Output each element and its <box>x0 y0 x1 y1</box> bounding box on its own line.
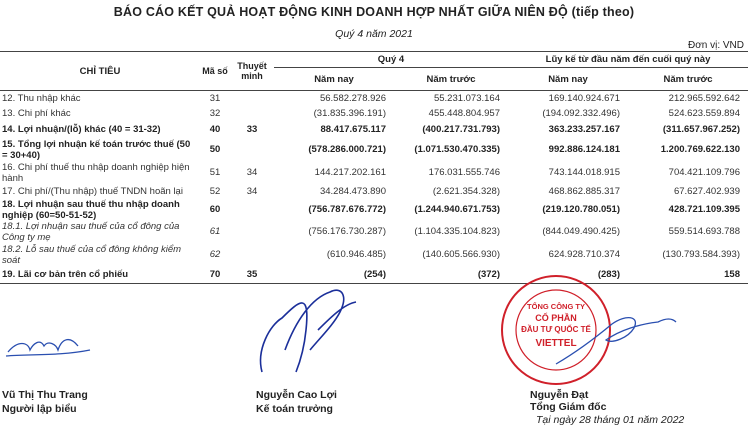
row-cumulative-previous: 67.627.402.939 <box>673 185 740 197</box>
row-note <box>230 106 274 121</box>
row-quarter-current: (610.946.485) <box>326 249 386 260</box>
table-row <box>0 267 748 284</box>
row-quarter-current: (578.286.000.721) <box>308 144 386 155</box>
report-title: BÁO CÁO KẾT QUẢ HOẠT ĐỘNG KINH DOANH HỢP NHẤT GIỮA NIÊN ĐỘ (tiếp theo) <box>113 5 635 19</box>
table-row <box>0 138 748 162</box>
row-note <box>230 243 274 267</box>
header-c-nam-truoc: Năm trước <box>628 68 748 91</box>
stamp-line-3: ĐẦU TƯ QUỐC TẾ <box>521 325 591 334</box>
row-cumulative-current: 624.928.710.374 <box>548 249 620 260</box>
row-label: 13. Chi phí khác <box>2 107 71 119</box>
row-cumulative-previous: 1.200.769.622.130 <box>660 144 740 155</box>
row-note: 33 <box>246 123 258 135</box>
row-quarter-previous: (400.217.731.793) <box>422 123 500 135</box>
row-code: 61 <box>209 226 221 237</box>
row-cumulative-previous: (130.793.584.393) <box>662 249 740 260</box>
row-cumulative-current: 992.886.124.181 <box>548 144 620 155</box>
row-label: 19. Lãi cơ bản trên cổ phiếu <box>0 267 200 284</box>
stamp-line-4: VIETTEL <box>535 338 577 349</box>
ceo-name: Nguyễn Đạt <box>530 389 589 401</box>
row-quarter-previous: (1.244.940.671.753) <box>414 204 500 215</box>
ceo-role: Tổng Giám đốc <box>530 401 607 413</box>
row-cumulative-previous: 428.721.109.395 <box>668 204 740 215</box>
row-quarter-previous: (372) <box>394 267 508 284</box>
row-code: 62 <box>209 249 221 260</box>
table-row <box>0 199 748 221</box>
row-label: 14. Lợi nhuận/(lỗ) khác (40 = 31-32) <box>2 123 161 135</box>
row-cumulative-current: (194.092.332.496) <box>542 107 620 119</box>
table-row <box>0 221 748 243</box>
row-quarter-previous: 455.448.804.957 <box>428 107 500 119</box>
row-quarter-current: (756.787.676.772) <box>308 204 386 215</box>
row-label: 18.1. Lợi nhuận sau thuế của cổ đông của Công ty mẹ <box>2 220 180 243</box>
row-cumulative-previous: 158 <box>628 267 748 284</box>
header-thuyet-minh: Thuyết minh <box>230 52 274 91</box>
row-code: 60 <box>209 204 221 215</box>
row-cumulative-previous: 704.421.109.796 <box>668 167 740 178</box>
row-cumulative-current: 363.233.257.167 <box>548 123 620 135</box>
preparer-name: Vũ Thị Thu Trang <box>2 389 88 401</box>
stamp-line-2: CỔ PHẦN <box>535 313 577 323</box>
table-row <box>0 91 748 106</box>
row-cumulative-current: (219.120.780.051) <box>542 204 620 215</box>
header-ma-so: Mã số <box>200 52 230 91</box>
row-note: 34 <box>246 167 258 178</box>
table-row <box>0 243 748 267</box>
row-quarter-current: (254) <box>274 267 394 284</box>
header-c-nam-nay: Năm nay <box>508 68 628 91</box>
header-quy4: Quý 4 <box>274 52 508 68</box>
row-cumulative-current: (844.049.490.425) <box>542 226 620 237</box>
header-q-nam-truoc: Năm trước <box>394 68 508 91</box>
report-period: Quý 4 năm 2021 <box>335 28 413 40</box>
chief-accountant-name: Nguyễn Cao Lợi <box>256 389 337 401</box>
header-luy-ke: Lũy kế từ đầu năm đến cuối quý này <box>508 52 748 68</box>
row-quarter-previous: (140.605.566.930) <box>422 249 500 260</box>
row-quarter-previous: 55.231.073.164 <box>433 92 500 104</box>
row-label: 17. Chi phí/(Thu nhập) thuế TNDN hoãn lại <box>2 185 183 197</box>
row-note <box>230 91 274 106</box>
row-label: 16. Chi phí thuế thu nhập doanh nghiệp hiện hành <box>2 161 190 184</box>
row-cumulative-previous: 212.965.592.642 <box>668 92 740 104</box>
chief-accountant-role: Kế toán trưởng <box>256 403 333 415</box>
table-row <box>0 121 748 138</box>
table-row <box>0 162 748 184</box>
table-row <box>0 184 748 199</box>
row-note <box>230 138 274 162</box>
row-code: 52 <box>209 185 221 197</box>
row-quarter-previous: 176.031.555.746 <box>428 167 500 178</box>
row-label: 15. Tổng lợi nhuận kế toán trước thuế (50 = 30+40) <box>2 138 191 161</box>
signature-scribble-1 <box>6 340 90 356</box>
header-q-nam-nay: Năm nay <box>274 68 394 91</box>
row-note <box>230 221 274 243</box>
row-cumulative-current: 743.144.018.915 <box>548 167 620 178</box>
table-row <box>0 106 748 121</box>
row-code: 70 <box>200 267 230 284</box>
row-code: 51 <box>209 167 221 178</box>
row-code: 50 <box>209 144 221 155</box>
row-label: 12. Thu nhập khác <box>2 92 81 104</box>
preparer-role: Người lập biểu <box>2 403 77 415</box>
row-quarter-current: 34.284.473.890 <box>319 185 386 197</box>
row-code: 40 <box>209 123 221 135</box>
income-statement-table <box>0 51 748 284</box>
row-quarter-current: 88.417.675.117 <box>320 123 386 135</box>
row-cumulative-previous: 524.623.559.894 <box>668 107 740 119</box>
table-body <box>0 91 748 284</box>
row-quarter-previous: (2.621.354.328) <box>432 185 500 197</box>
row-cumulative-current: 169.140.924.671 <box>548 92 620 104</box>
row-quarter-current: (31.835.396.191) <box>313 107 386 119</box>
row-cumulative-current: (283) <box>508 267 628 284</box>
row-cumulative-previous: 559.514.693.788 <box>668 226 740 237</box>
date-line: Tại ngày 28 tháng 01 năm 2022 <box>536 414 685 426</box>
row-code: 31 <box>209 92 221 104</box>
row-note: 34 <box>246 185 258 197</box>
header-chi-tieu: CHỈ TIÊU <box>0 52 200 91</box>
row-label: 18. Lợi nhuận sau thuế thu nhập doanh nghiệp (60=50-51-52) <box>2 198 180 221</box>
signature-scribble-2 <box>261 290 356 372</box>
row-code: 32 <box>209 107 221 119</box>
stamp-line-1: TỔNG CÔNG TY <box>527 302 585 311</box>
row-quarter-current: 144.217.202.161 <box>314 167 386 178</box>
row-note: 35 <box>230 267 274 284</box>
row-quarter-previous: (1.071.530.470.335) <box>414 144 500 155</box>
row-cumulative-current: 468.862.885.317 <box>548 185 620 197</box>
row-note <box>230 199 274 221</box>
row-quarter-previous: (1.104.335.104.823) <box>414 226 500 237</box>
row-cumulative-previous: (311.657.967.252) <box>662 123 740 135</box>
currency-unit: Đơn vị: VND <box>687 40 744 51</box>
row-quarter-current: 56.582.278.926 <box>319 92 386 104</box>
row-quarter-current: (756.176.730.287) <box>308 226 386 237</box>
row-label: 18.2. Lỗ sau thuế của cổ đông không kiểm soát <box>2 243 182 266</box>
